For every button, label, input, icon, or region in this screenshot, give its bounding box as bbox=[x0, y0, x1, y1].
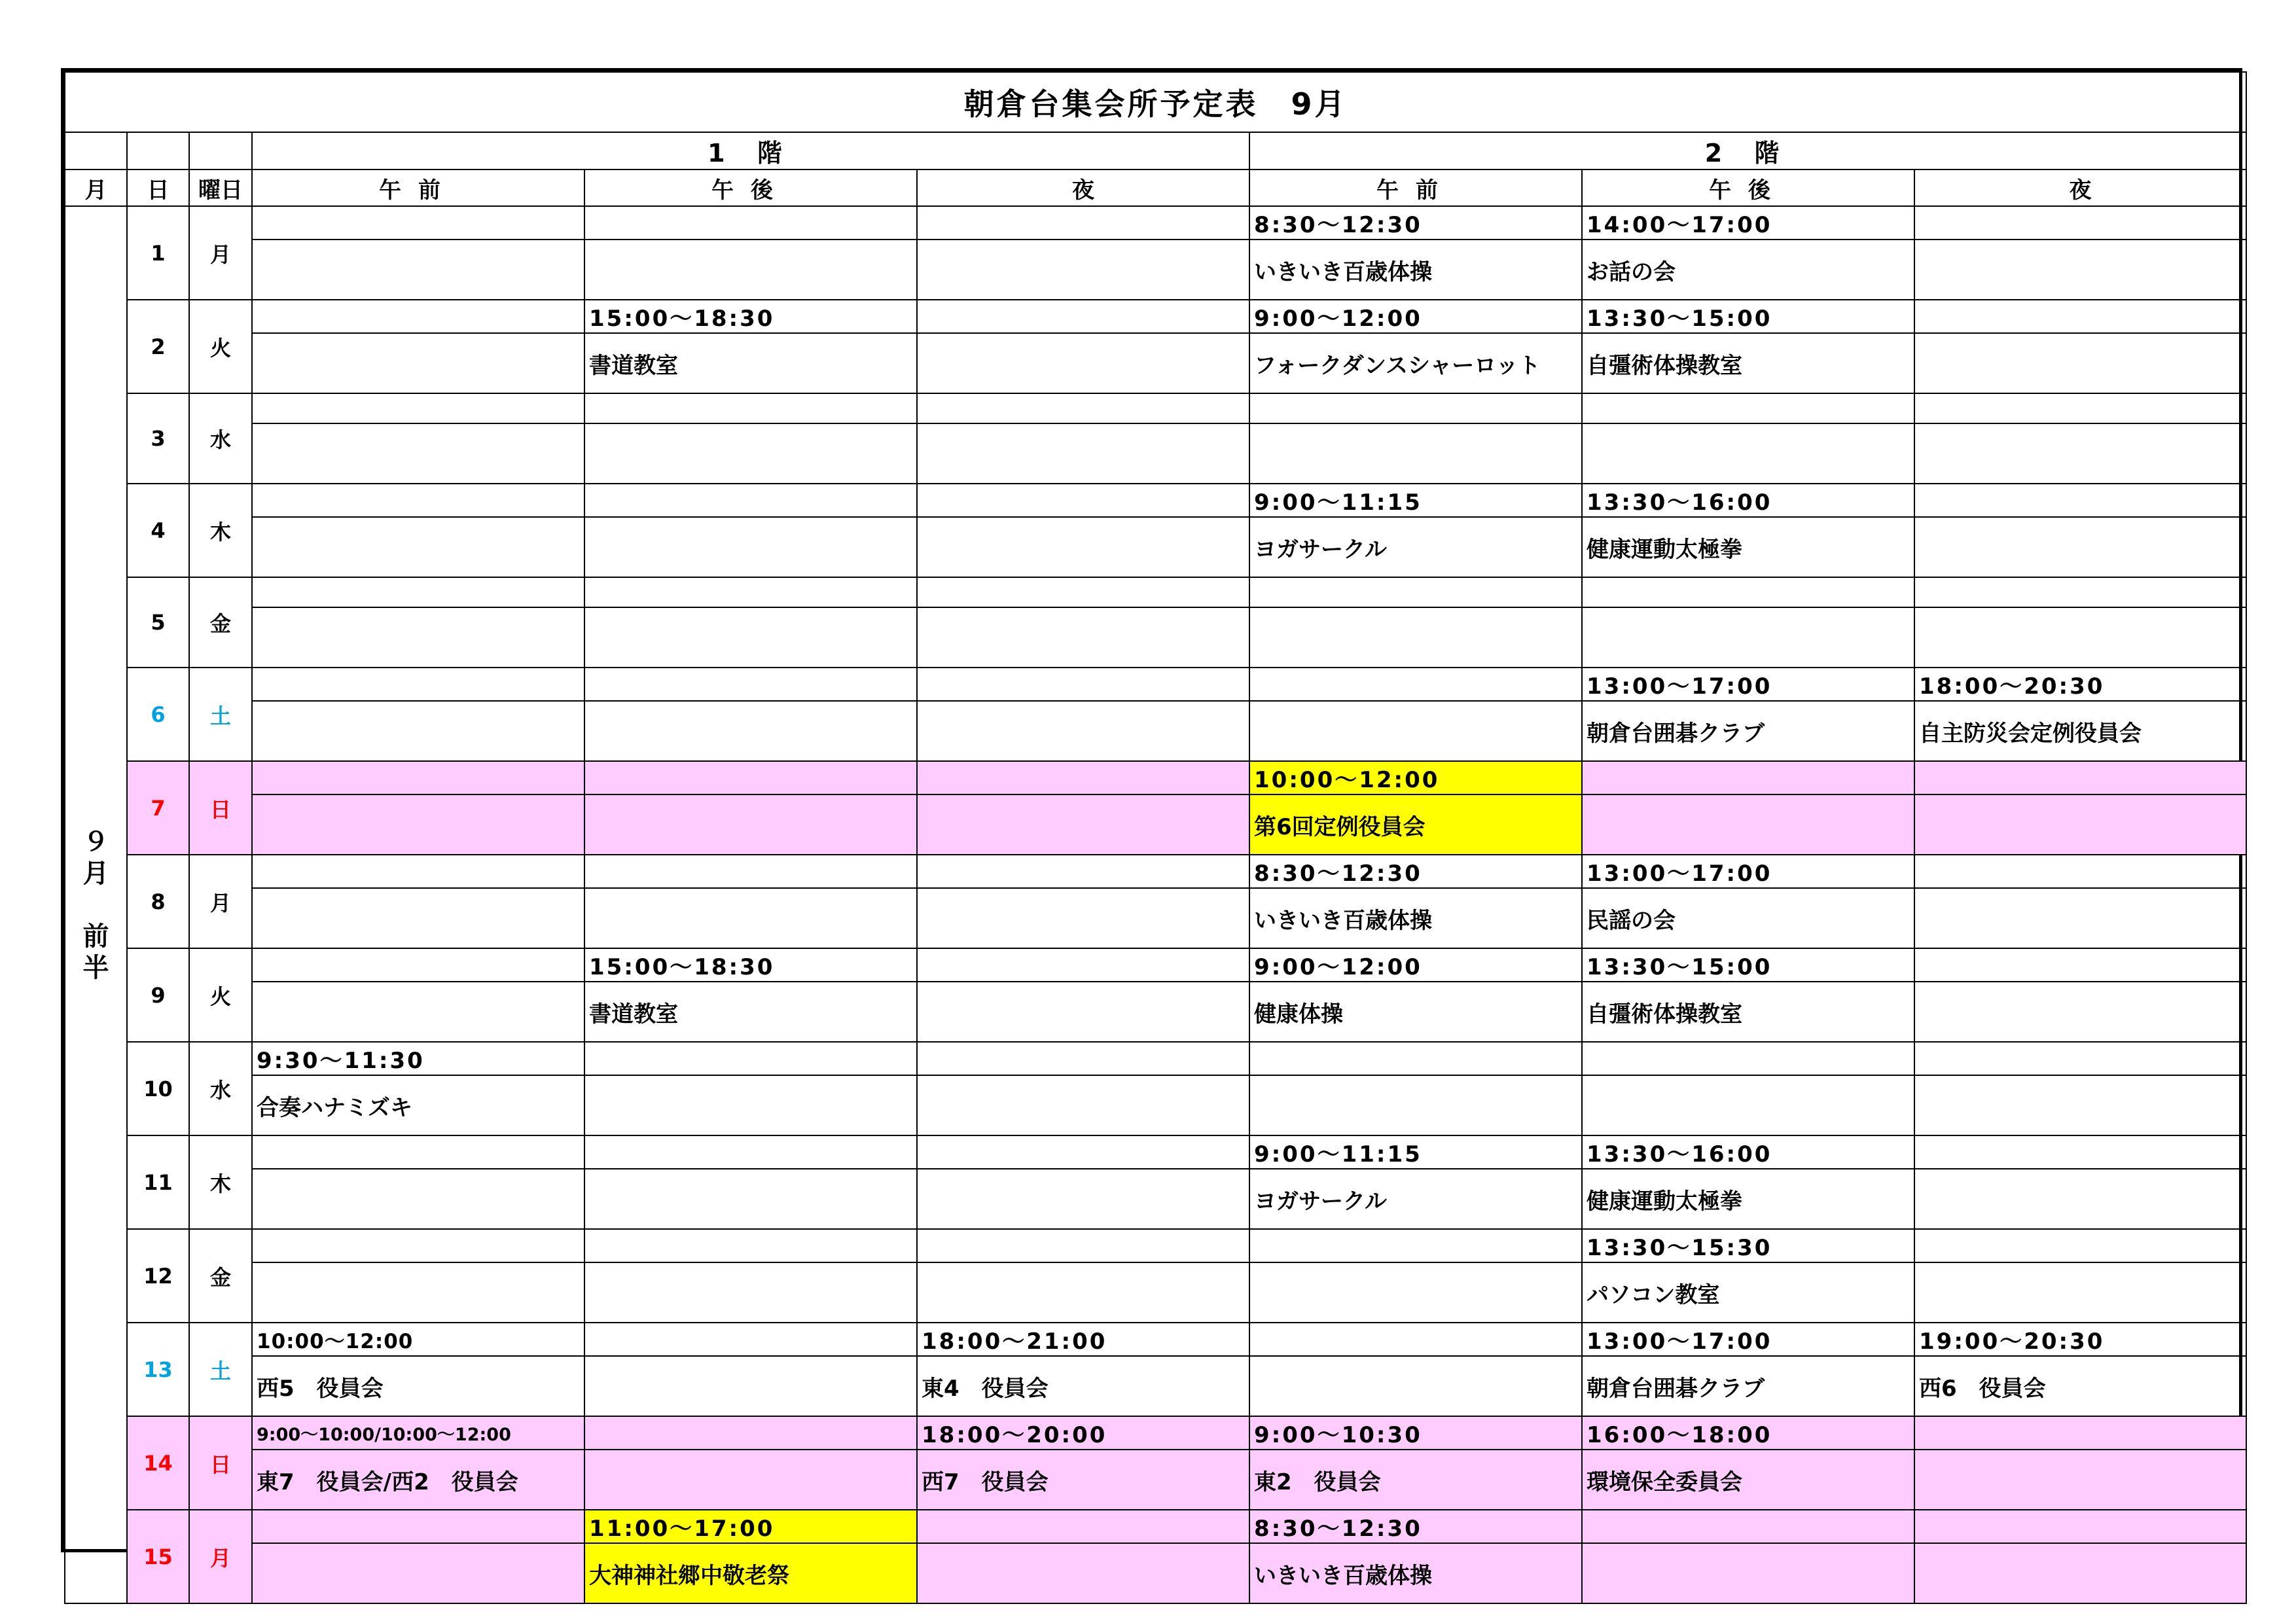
day-number: 9 bbox=[127, 948, 189, 1042]
day-of-week: 日 bbox=[189, 761, 252, 855]
floor2-night-header: 夜 bbox=[1914, 169, 2246, 206]
floor1-am-event: 合奏ハナミズキ bbox=[252, 1075, 584, 1135]
floor1-am-event bbox=[252, 333, 584, 393]
day-number: 10 bbox=[127, 1042, 189, 1135]
page-title: 朝倉台集会所予定表 9月 bbox=[65, 72, 2246, 132]
floor2-pm-event bbox=[1582, 1075, 1914, 1135]
day-row-events bbox=[65, 607, 2246, 668]
floor1-night-event bbox=[917, 517, 1249, 577]
blank-header-cell bbox=[65, 132, 127, 169]
floor2-night-event: 自主防災会定例役員会 bbox=[1914, 701, 2246, 761]
floor2-night-time bbox=[1914, 300, 2246, 333]
floor2-night-event bbox=[1914, 888, 2246, 948]
floor2-night-event bbox=[1914, 423, 2246, 484]
floor1-night-time bbox=[917, 1510, 1249, 1543]
floor1-pm-event bbox=[584, 1262, 917, 1323]
floor1-pm-header: 午後 bbox=[584, 169, 917, 206]
floor1-pm-event bbox=[584, 240, 917, 300]
floor2-am-event: フォークダンスシャーロット bbox=[1249, 333, 1582, 393]
floor2-am-event: 東2 役員会 bbox=[1249, 1450, 1582, 1510]
day-row-events bbox=[65, 517, 2246, 577]
floor1-night-time bbox=[917, 300, 1249, 333]
day-row bbox=[65, 761, 2246, 794]
floor2-am-event bbox=[1249, 701, 1582, 761]
floor2-night-event bbox=[1914, 333, 2246, 393]
day-of-week: 月 bbox=[189, 1510, 252, 1603]
day-number: 4 bbox=[127, 484, 189, 577]
floor1-pm-time: 15:00～18:30 bbox=[584, 948, 917, 982]
floor1-night-event bbox=[917, 240, 1249, 300]
floor1-am-time: 9:00～10:00/10:00～12:00 bbox=[252, 1416, 584, 1450]
floor1-night-event bbox=[917, 1543, 1249, 1603]
floor1-night-event bbox=[917, 982, 1249, 1042]
floor2-pm-time: 14:00～17:00 bbox=[1582, 206, 1914, 240]
floor1-pm-time bbox=[584, 393, 917, 423]
floor2-am-time: 8:30～12:30 bbox=[1249, 1510, 1582, 1543]
floor1-am-event bbox=[252, 423, 584, 484]
floor1-am-event bbox=[252, 607, 584, 668]
floor1-night-event bbox=[917, 1169, 1249, 1229]
floor2-pm-event: 自彊術体操教室 bbox=[1582, 333, 1914, 393]
floor2-night-event bbox=[1914, 1543, 2246, 1603]
day-row bbox=[65, 1510, 2246, 1543]
floor1-night-event bbox=[917, 333, 1249, 393]
day-row bbox=[65, 393, 2246, 423]
floor-2-header: 2 階 bbox=[1249, 132, 2246, 169]
floor1-night-time bbox=[917, 855, 1249, 888]
month-half-char: 前 bbox=[82, 921, 109, 952]
floor1-night-time: 18:00～21:00 bbox=[917, 1323, 1249, 1356]
day-row bbox=[65, 206, 2246, 240]
floor1-am-time bbox=[252, 393, 584, 423]
floor1-pm-event bbox=[584, 1450, 917, 1510]
floor1-am-event bbox=[252, 794, 584, 855]
day-of-week: 金 bbox=[189, 577, 252, 668]
floor2-pm-event bbox=[1582, 1543, 1914, 1603]
day-row-events bbox=[65, 423, 2246, 484]
floor2-am-time: 8:30～12:30 bbox=[1249, 206, 1582, 240]
floor1-pm-event bbox=[584, 1356, 917, 1416]
floor1-am-event bbox=[252, 1169, 584, 1229]
day-number: 2 bbox=[127, 300, 189, 393]
day-of-week: 木 bbox=[189, 1135, 252, 1229]
day-row-events bbox=[65, 1543, 2246, 1603]
floor2-pm-time bbox=[1582, 1510, 1914, 1543]
floor1-am-time bbox=[252, 206, 584, 240]
floor1-pm-event: 大神神社郷中敬老祭 bbox=[584, 1543, 917, 1603]
day-row-events bbox=[65, 1169, 2246, 1229]
day-of-week: 木 bbox=[189, 484, 252, 577]
day-row-events bbox=[65, 1262, 2246, 1323]
month-half-char: ９ bbox=[82, 827, 109, 857]
floor1-pm-event bbox=[584, 1075, 917, 1135]
floor1-am-time bbox=[252, 948, 584, 982]
day-number: 5 bbox=[127, 577, 189, 668]
floor1-am-event bbox=[252, 240, 584, 300]
floor1-pm-time bbox=[584, 668, 917, 701]
day-row bbox=[65, 1229, 2246, 1262]
floor2-pm-event: 健康運動太極拳 bbox=[1582, 1169, 1914, 1229]
floor1-am-event bbox=[252, 888, 584, 948]
day-of-week: 火 bbox=[189, 300, 252, 393]
day-number: 7 bbox=[127, 761, 189, 855]
floor2-am-event bbox=[1249, 607, 1582, 668]
floor2-pm-event: 民謡の会 bbox=[1582, 888, 1914, 948]
floor1-pm-time bbox=[584, 577, 917, 607]
floor2-am-event: 第6回定例役員会 bbox=[1249, 794, 1582, 855]
floor1-am-event bbox=[252, 1262, 584, 1323]
floor2-pm-event bbox=[1582, 423, 1914, 484]
floor1-pm-time: 15:00～18:30 bbox=[584, 300, 917, 333]
floor1-pm-event bbox=[584, 423, 917, 484]
floor2-pm-time: 13:00～17:00 bbox=[1582, 668, 1914, 701]
floor1-pm-event bbox=[584, 794, 917, 855]
floor2-night-time bbox=[1914, 855, 2246, 888]
day-number: 6 bbox=[127, 668, 189, 761]
floor1-am-time bbox=[252, 1135, 584, 1169]
floor2-am-event: いきいき百歳体操 bbox=[1249, 1543, 1582, 1603]
floor2-pm-time bbox=[1582, 1042, 1914, 1075]
floor2-am-time: 9:00～11:15 bbox=[1249, 1135, 1582, 1169]
day-row bbox=[65, 1135, 2246, 1169]
floor1-night-event bbox=[917, 701, 1249, 761]
floor1-pm-time bbox=[584, 855, 917, 888]
floor1-pm-time bbox=[584, 1416, 917, 1450]
floor1-night-event bbox=[917, 423, 1249, 484]
day-row-events bbox=[65, 333, 2246, 393]
day-of-week: 火 bbox=[189, 948, 252, 1042]
floor1-night-time bbox=[917, 1135, 1249, 1169]
day-row bbox=[65, 484, 2246, 517]
floor2-am-event: 健康体操 bbox=[1249, 982, 1582, 1042]
floor2-pm-time: 13:30～15:30 bbox=[1582, 1229, 1914, 1262]
floor2-pm-time: 13:00～17:00 bbox=[1582, 1323, 1914, 1356]
floor1-night-time bbox=[917, 761, 1249, 794]
floor2-night-event bbox=[1914, 1169, 2246, 1229]
floor2-am-time: 8:30～12:30 bbox=[1249, 855, 1582, 888]
floor2-pm-time: 13:30～16:00 bbox=[1582, 1135, 1914, 1169]
month-half-char: 半 bbox=[82, 952, 109, 983]
floor2-night-event bbox=[1914, 517, 2246, 577]
floor1-am-time bbox=[252, 300, 584, 333]
floor1-am-time bbox=[252, 855, 584, 888]
floor2-am-event: ヨガサークル bbox=[1249, 517, 1582, 577]
day-number: 12 bbox=[127, 1229, 189, 1323]
floor2-pm-time: 16:00～18:00 bbox=[1582, 1416, 1914, 1450]
day-row bbox=[65, 668, 2246, 701]
floor1-pm-time bbox=[584, 1229, 917, 1262]
floor1-night-time bbox=[917, 206, 1249, 240]
floor1-night-event bbox=[917, 1262, 1249, 1323]
floor2-night-time bbox=[1914, 1042, 2246, 1075]
blank-header-cell bbox=[189, 132, 252, 169]
floor1-pm-event bbox=[584, 701, 917, 761]
floor1-night-time bbox=[917, 393, 1249, 423]
floor2-night-time bbox=[1914, 577, 2246, 607]
floor1-pm-event: 書道教室 bbox=[584, 333, 917, 393]
floor2-night-time bbox=[1914, 484, 2246, 517]
floor2-am-time bbox=[1249, 577, 1582, 607]
floor1-am-header: 午前 bbox=[252, 169, 584, 206]
schedule-sheet bbox=[61, 68, 2242, 1589]
floor2-night-time bbox=[1914, 1510, 2246, 1543]
floor2-night-event bbox=[1914, 794, 2246, 855]
floor2-pm-event: 自彊術体操教室 bbox=[1582, 982, 1914, 1042]
floor2-night-time: 19:00～20:30 bbox=[1914, 1323, 2246, 1356]
day-number: 13 bbox=[127, 1323, 189, 1416]
floor1-am-event: 西5 役員会 bbox=[252, 1356, 584, 1416]
floor2-night-time bbox=[1914, 761, 2246, 794]
floor1-am-time bbox=[252, 1229, 584, 1262]
floor2-night-time bbox=[1914, 206, 2246, 240]
day-of-week: 月 bbox=[189, 855, 252, 948]
floor2-am-event bbox=[1249, 1075, 1582, 1135]
floor1-am-event bbox=[252, 701, 584, 761]
floor2-am-header: 午前 bbox=[1249, 169, 1582, 206]
day-row-events bbox=[65, 1075, 2246, 1135]
day-row bbox=[65, 300, 2246, 333]
floor2-am-event bbox=[1249, 1356, 1582, 1416]
floor1-night-event bbox=[917, 794, 1249, 855]
floor1-night-time bbox=[917, 668, 1249, 701]
floor1-night-header: 夜 bbox=[917, 169, 1249, 206]
day-row-events bbox=[65, 794, 2246, 855]
day-number: 8 bbox=[127, 855, 189, 948]
floor1-am-event bbox=[252, 1543, 584, 1603]
floor1-night-time bbox=[917, 577, 1249, 607]
floor2-am-event: いきいき百歳体操 bbox=[1249, 888, 1582, 948]
month-half-char: 月 bbox=[82, 858, 109, 889]
floor2-night-event bbox=[1914, 1450, 2246, 1510]
day-number: 11 bbox=[127, 1135, 189, 1229]
floor2-night-time bbox=[1914, 393, 2246, 423]
floor1-night-time bbox=[917, 1042, 1249, 1075]
day-row-events bbox=[65, 240, 2246, 300]
day-of-week: 土 bbox=[189, 668, 252, 761]
floor2-night-time: 18:00～20:30 bbox=[1914, 668, 2246, 701]
month-header: 月 bbox=[65, 169, 127, 206]
day-row bbox=[65, 1323, 2246, 1356]
floor2-pm-event: 朝倉台囲碁クラブ bbox=[1582, 1356, 1914, 1416]
day-row-events bbox=[65, 1356, 2246, 1416]
floor2-night-time bbox=[1914, 1416, 2246, 1450]
day-of-week: 土 bbox=[189, 1323, 252, 1416]
month-half-char bbox=[81, 889, 112, 921]
floor1-pm-event bbox=[584, 888, 917, 948]
floor2-night-time bbox=[1914, 1229, 2246, 1262]
floor2-night-event bbox=[1914, 1075, 2246, 1135]
floor2-night-event bbox=[1914, 607, 2246, 668]
day-row-events bbox=[65, 982, 2246, 1042]
floor1-pm-time bbox=[584, 761, 917, 794]
day-row-events bbox=[65, 888, 2246, 948]
floor2-am-event bbox=[1249, 1262, 1582, 1323]
floor2-am-time bbox=[1249, 1229, 1582, 1262]
floor2-pm-time: 13:30～15:00 bbox=[1582, 300, 1914, 333]
floor1-pm-time bbox=[584, 1042, 917, 1075]
day-number: 3 bbox=[127, 393, 189, 484]
floor2-pm-event: 朝倉台囲碁クラブ bbox=[1582, 701, 1914, 761]
day-number: 1 bbox=[127, 206, 189, 300]
floor2-night-event bbox=[1914, 982, 2246, 1042]
day-row bbox=[65, 1042, 2246, 1075]
floor1-am-time: 10:00～12:00 bbox=[252, 1323, 584, 1356]
floor1-night-event bbox=[917, 1075, 1249, 1135]
floor1-am-event: 東7 役員会/西2 役員会 bbox=[252, 1450, 584, 1510]
floor2-pm-time bbox=[1582, 393, 1914, 423]
floor1-am-event bbox=[252, 982, 584, 1042]
day-of-week: 金 bbox=[189, 1229, 252, 1323]
floor1-am-time bbox=[252, 577, 584, 607]
floor2-pm-time bbox=[1582, 761, 1914, 794]
floor-1-header: 1 階 bbox=[252, 132, 1249, 169]
floor1-am-time bbox=[252, 484, 584, 517]
day-row-events bbox=[65, 701, 2246, 761]
floor2-night-event bbox=[1914, 240, 2246, 300]
day-number: 15 bbox=[127, 1510, 189, 1603]
floor1-night-time bbox=[917, 948, 1249, 982]
floor1-pm-time bbox=[584, 1323, 917, 1356]
floor1-night-event: 西7 役員会 bbox=[917, 1450, 1249, 1510]
floor2-pm-event: お話の会 bbox=[1582, 240, 1914, 300]
day-row bbox=[65, 855, 2246, 888]
floor2-pm-event bbox=[1582, 607, 1914, 668]
floor2-am-time: 9:00～12:00 bbox=[1249, 948, 1582, 982]
floor2-am-time bbox=[1249, 668, 1582, 701]
floor2-am-event: いきいき百歳体操 bbox=[1249, 240, 1582, 300]
day-of-week: 水 bbox=[189, 1042, 252, 1135]
floor2-pm-event: 健康運動太極拳 bbox=[1582, 517, 1914, 577]
floor1-night-time bbox=[917, 484, 1249, 517]
floor1-pm-time bbox=[584, 206, 917, 240]
day-row bbox=[65, 577, 2246, 607]
floor1-pm-event bbox=[584, 517, 917, 577]
floor1-am-time bbox=[252, 1510, 584, 1543]
day-row bbox=[65, 1416, 2246, 1450]
floor1-pm-event: 書道教室 bbox=[584, 982, 917, 1042]
floor2-night-time bbox=[1914, 1135, 2246, 1169]
day-row-events bbox=[65, 1450, 2246, 1510]
floor2-am-time bbox=[1249, 1323, 1582, 1356]
day-of-week: 水 bbox=[189, 393, 252, 484]
floor1-night-event: 東4 役員会 bbox=[917, 1356, 1249, 1416]
floor2-am-event: ヨガサークル bbox=[1249, 1169, 1582, 1229]
floor2-pm-time: 13:30～16:00 bbox=[1582, 484, 1914, 517]
floor2-night-event: 西6 役員会 bbox=[1914, 1356, 2246, 1416]
floor1-night-event bbox=[917, 607, 1249, 668]
floor1-am-time bbox=[252, 668, 584, 701]
floor2-am-time: 10:00～12:00 bbox=[1249, 761, 1582, 794]
schedule-table bbox=[64, 71, 2247, 1604]
floor1-night-time bbox=[917, 1229, 1249, 1262]
floor2-pm-event: 環境保全委員会 bbox=[1582, 1450, 1914, 1510]
floor2-am-time bbox=[1249, 1042, 1582, 1075]
floor2-am-time: 9:00～11:15 bbox=[1249, 484, 1582, 517]
floor1-night-time: 18:00～20:00 bbox=[917, 1416, 1249, 1450]
floor1-pm-time: 11:00～17:00 bbox=[584, 1510, 917, 1543]
floor2-pm-time: 13:30～15:00 bbox=[1582, 948, 1914, 982]
day-of-week: 月 bbox=[189, 206, 252, 300]
floor1-am-time: 9:30～11:30 bbox=[252, 1042, 584, 1075]
day-row bbox=[65, 948, 2246, 982]
floor2-pm-event: パソコン教室 bbox=[1582, 1262, 1914, 1323]
floor2-pm-time bbox=[1582, 577, 1914, 607]
floor1-night-event bbox=[917, 888, 1249, 948]
floor2-pm-time: 13:00～17:00 bbox=[1582, 855, 1914, 888]
floor2-am-time: 9:00～12:00 bbox=[1249, 300, 1582, 333]
floor2-pm-header: 午後 bbox=[1582, 169, 1914, 206]
weekday-header: 曜日 bbox=[189, 169, 252, 206]
floor2-am-event bbox=[1249, 423, 1582, 484]
floor1-pm-time bbox=[584, 484, 917, 517]
floor1-pm-event bbox=[584, 1169, 917, 1229]
day-header: 日 bbox=[127, 169, 189, 206]
floor1-am-event bbox=[252, 517, 584, 577]
month-half-label bbox=[65, 206, 127, 1603]
floor1-pm-time bbox=[584, 1135, 917, 1169]
floor2-night-event bbox=[1914, 1262, 2246, 1323]
day-of-week: 日 bbox=[189, 1416, 252, 1510]
blank-header-cell bbox=[127, 132, 189, 169]
floor1-pm-event bbox=[584, 607, 917, 668]
floor1-am-time bbox=[252, 761, 584, 794]
floor2-night-time bbox=[1914, 948, 2246, 982]
floor2-pm-event bbox=[1582, 794, 1914, 855]
floor2-am-time: 9:00～10:30 bbox=[1249, 1416, 1582, 1450]
floor2-am-time bbox=[1249, 393, 1582, 423]
day-number: 14 bbox=[127, 1416, 189, 1510]
